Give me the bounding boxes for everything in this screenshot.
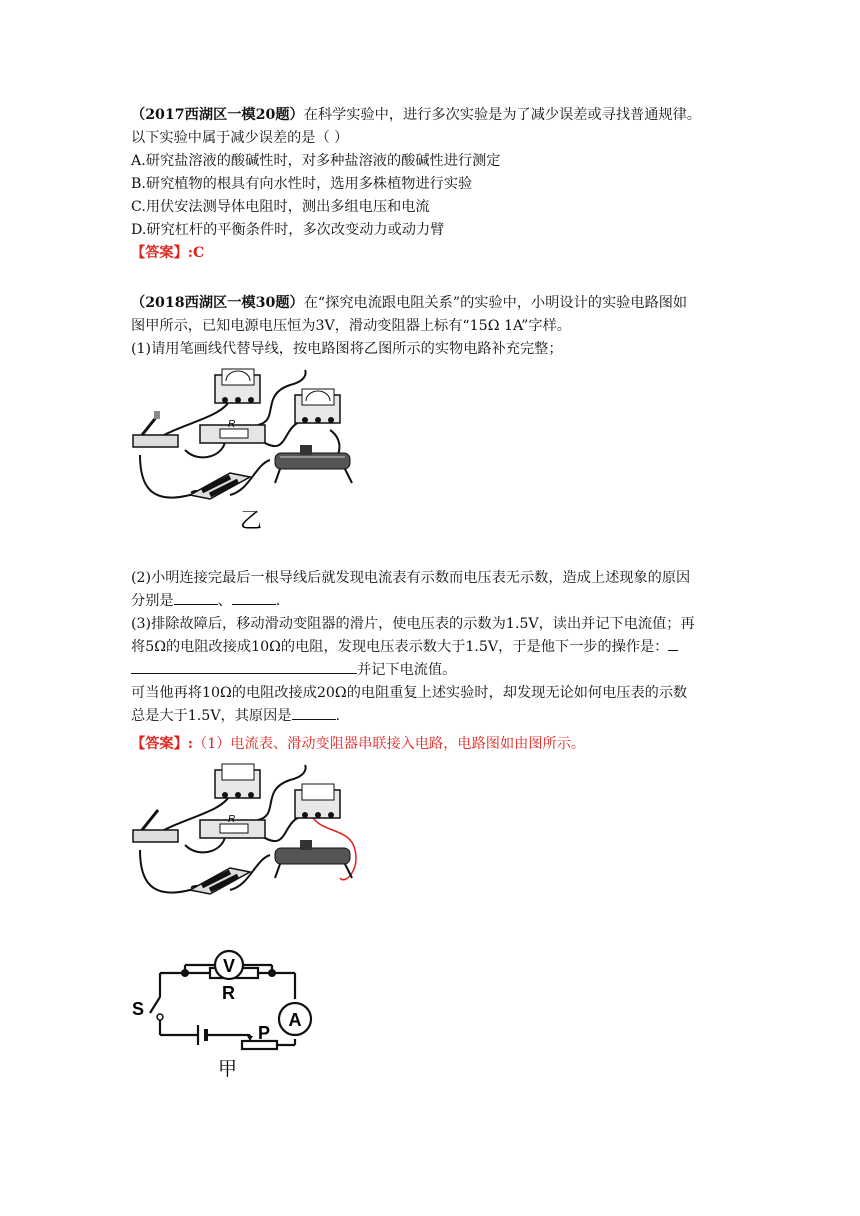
answer-blank-3[interactable]	[131, 659, 357, 674]
voltmeter-icon	[215, 369, 260, 403]
junction-dot	[268, 969, 276, 977]
answer-blank-3a[interactable]	[668, 636, 678, 651]
q1-stem-text-1: 在科学实验中，进行多次实验是为了减少误差或寻找普通规律。	[303, 107, 701, 123]
q2-part3-line-4: 可当他再将10Ω的电阻改接成20Ω的电阻重复上述实验时，却发现无论如何电压表的示数	[131, 685, 688, 701]
q1-answer	[131, 242, 204, 264]
resistor-board	[200, 814, 265, 838]
q2-answer-text: （1）电流表、滑动变阻器串联接入电路，电路图如由图所示。	[193, 736, 586, 752]
fig-jia-caption: 甲	[218, 1058, 238, 1080]
q1-answer-label: 【答案】:	[131, 245, 193, 261]
rheostat-icon	[275, 445, 352, 483]
resistor-label: R	[228, 814, 236, 825]
q2-part3-line-3	[131, 659, 456, 681]
q1-stem-line-2: 以下实验中属于减少误差的是（ ）	[131, 130, 349, 146]
q2-stem-line-1	[131, 292, 687, 314]
q2-part2-line-2	[131, 590, 280, 612]
q2-part3-end: .	[335, 708, 341, 724]
q1-source: （2017西湖区一模20题）	[131, 107, 304, 123]
rheostat-icon	[275, 840, 352, 878]
answer-blank-2[interactable]	[232, 590, 276, 605]
q2-part3-text-5: 总是大于1.5V，其原因是	[131, 708, 292, 724]
fig-yi-caption: 乙	[240, 509, 263, 534]
battery-icon	[190, 473, 250, 499]
q2-part2-end: .	[275, 593, 281, 609]
resistor-label: R	[222, 983, 235, 1003]
q2-stem-line-2: 图甲所示，已知电源电压恒为3V，滑动变阻器上标有“15Ω 1A”字样。	[131, 318, 571, 334]
resistor-label: R	[228, 419, 236, 430]
q1-option-a: A.研究盐溶液的酸碱性时，对多种盐溶液的酸碱性进行测定	[131, 153, 501, 169]
q2-part1: (1)请用笔画线代替导线，按电路图将乙图所示的实物电路补充完整；	[131, 341, 563, 357]
q2-part2-line-1: (2)小明连接完最后一根导线后就发现电流表有示数而电压表无示数，造成上述现象的原因	[131, 570, 691, 586]
q2-source: （2018西湖区一模30题）	[131, 295, 304, 311]
q2-part3-line-1: (3)排除故障后，移动滑动变阻器的滑片，使电压表的示数为1.5V，读出并记下电流值；再	[131, 616, 695, 632]
junction-dot	[181, 969, 189, 977]
answer-blank-1[interactable]	[174, 590, 218, 605]
q2-part3-text-3: 并记下电流值。	[357, 662, 457, 678]
slider-label: P	[258, 1023, 271, 1043]
voltmeter-label: V	[222, 956, 236, 976]
q2-answer-label: 【答案】:	[131, 736, 193, 752]
q1-option-d: D.研究杠杆的平衡条件时，多次改变动力或动力臂	[131, 222, 445, 238]
q2-part2-sep: 、	[217, 593, 232, 609]
physical-circuit-figure-yi	[130, 365, 365, 540]
q2-part3-line-5	[131, 705, 340, 727]
switch-label: S	[132, 999, 145, 1019]
q1-stem-line-1	[131, 104, 701, 126]
circuit-diagram-jia	[130, 935, 330, 1085]
q2-part2-lead: 分别是	[131, 593, 174, 609]
q2-part3-line-2	[131, 636, 678, 658]
ammeter-label: A	[288, 1010, 302, 1030]
q1-option-c: C.用伏安法测导体电阻时，测出多组电压和电流	[131, 199, 430, 215]
q2-answer	[131, 733, 585, 755]
switch-icon	[133, 411, 178, 447]
voltmeter-icon	[215, 764, 260, 798]
q2-stem-text-1: 在“探究电流跟电阻关系”的实验中，小明设计的实验电路图如	[303, 295, 688, 311]
physical-circuit-answer-figure	[130, 760, 365, 910]
q2-part3-text-2: 将5Ω的电阻改接成10Ω的电阻，发现电压表示数大于1.5V，于是他下一步的操作是：	[131, 639, 669, 655]
resistor-board	[200, 419, 265, 443]
q1-option-b: B.研究植物的根具有向水性时，选用多株植物进行实验	[131, 176, 473, 192]
answer-blank-4[interactable]	[292, 705, 336, 720]
ammeter-icon	[295, 784, 340, 818]
ammeter-icon	[295, 389, 340, 423]
added-red-wire	[310, 810, 356, 880]
q1-answer-value: C	[193, 245, 205, 261]
battery-icon	[190, 868, 250, 894]
